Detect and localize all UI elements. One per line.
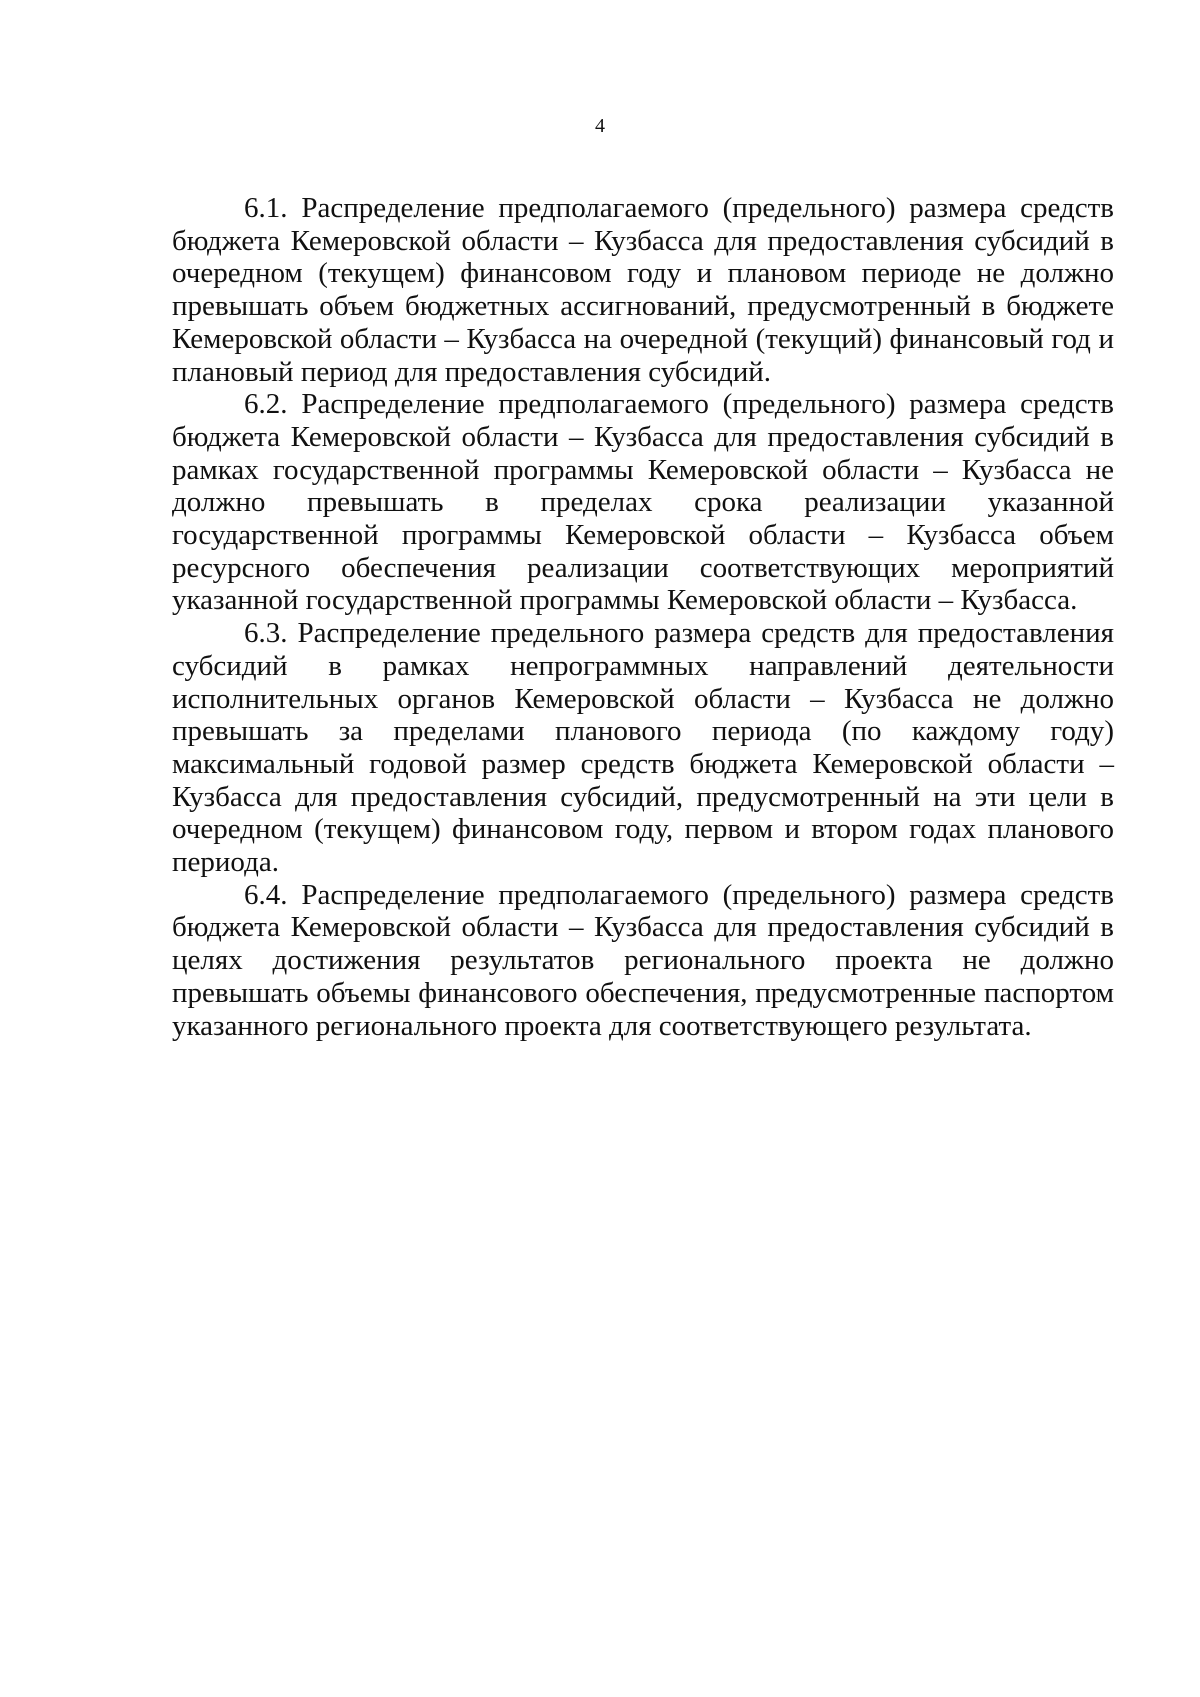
paragraph-6-4: 6.4. Распределение предполагаемого (предельного) размера средств бюджета Кемеровской области – Кузбасса для предоставления субсидий в целях достижения результатов регионального проекта не должно превышать объемы финансового обеспечения, предусмотренные паспортом указанного регионального проекта для соответствующего результата.	[172, 878, 1114, 1042]
paragraph-6-1: 6.1. Распределение предполагаемого (предельного) размера средств бюджета Кемеровской области – Кузбасса для предоставления субсидий в очередном (текущем) финансовом году и плановом периоде не должно превышать объем бюджетных ассигнований, предусмотренный в бюджете Кемеровской области – Кузбасса на очередной (текущий) финансовый год и плановый период для предоставления субсидий.	[172, 192, 1114, 388]
page-number: 4	[595, 115, 605, 137]
paragraph-6-3: 6.3. Распределение предельного размера средств для предоставления субсидий в рамках непрограммных направлений деятельности исполнительных органов Кемеровской области – Кузбасса не должно превышать за пределами планового периода (по каждому году) максимальный годовой размер средств бюджета Кемеровской области – Кузбасса для предоставления субсидий, предусмотренный на эти цели в очередном (текущем) финансовом году, первом и втором годах планового периода.	[172, 617, 1114, 879]
paragraph-6-2: 6.2. Распределение предполагаемого (предельного) размера средств бюджета Кемеровской области – Кузбасса для предоставления субсидий в рамках государственной программы Кемеровской области – Кузбасса не должно превышать в пределах срока реализации указанной государственной программы Кемеровской области – Кузбасса объем ресурсного обеспечения реализации соответствующих мероприятий указанной государственной программы Кемеровской области – Кузбасса.	[172, 388, 1114, 617]
document-body	[172, 192, 1114, 1042]
